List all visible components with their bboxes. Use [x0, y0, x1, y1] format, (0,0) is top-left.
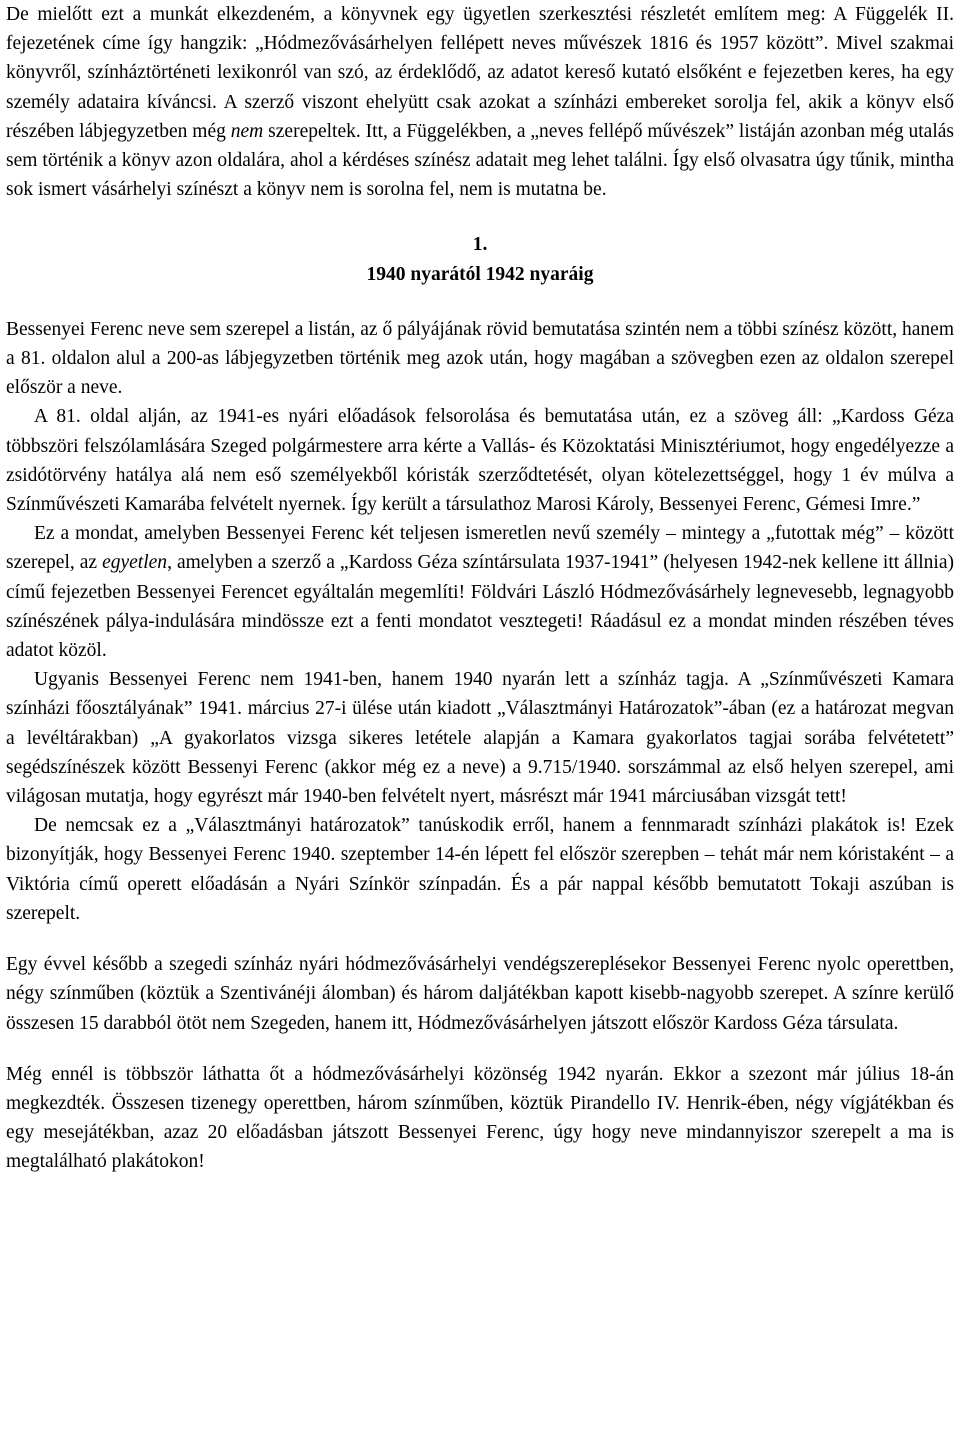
body-paragraph-7: Még ennél is többször láthatta őt a hódmezővásárhelyi közönség 1942 nyarán. Ekkor a szezont már július 18-án megkezdték. Összesen tizenegy operettben, három színműben, köztük Pirandello IV. Henrik-ében, négy vígjátékban és egy mesejátékban, azaz 20 előadásban játszott Bessenyei Ferenc, úgy hogy neve mindannyiszor szerepelt a ma is megtalálható plakátokon!: [6, 1063, 954, 1173]
body-paragraph-2: A 81. oldal alján, az 1941-es nyári előadások felsorolása és bemutatása után, ez a szöveg áll: „Kardoss Géza többszöri felszólamlására Szeged polgármestere arra kérte a Vallás- és Közoktatási Minisztériumot, hogy engedélyezze a zsidótörvény hatálya alá nem eső személyekből kóristák szerződtetését, olyan kötelezettséggel, hogy 1 év múlva a Színművészeti Kamarába felvételt nyernek. Így került a társulathoz Marosi Károly, Bessenyei Ferenc, Gémesi Imre.”: [6, 406, 954, 516]
intro-paragraph: [6, 0, 954, 204]
intro-text-end: szerepeltek. Itt, a Függelékben, a „neves fellépő művészek” listáján azonban még utalás sem történik a könyv azon oldalára, ahol a kérdéses színész adatait meg lehet találni. Így első olvasatra úgy tűnik, mintha sok ismert vásárhelyi színészt a könyv nem is sorolna fel, nem is mutatna be.: [6, 120, 954, 201]
body-paragraph-1: Bessenyei Ferenc neve sem szerepel a listán, az ő pályájának rövid bemutatása szintén nem a többi színész között, hanem a 81. oldalon alul a 200-as lábjegyzetben történik meg azok után, hogy magában a szövegben ezen az oldalon szerepel először a neve.: [6, 318, 954, 399]
body-paragraph-3: [6, 519, 954, 665]
body-paragraph-4: Ugyanis Bessenyei Ferenc nem 1941-ben, hanem 1940 nyarán lett a színház tagja. A „Színművészeti Kamara színházi főosztályának” 1941. március 27-i ülése után kiadott „Választmányi Határozatok”-ában (ez a határozat megvan a levéltárakban) „A gyakorlatos vizsga sikeres letétele alapján a Kamara gyakorlatos tagjai sorába felvétetett” segédszínészek között Bessenyi Ferenc (akkor még ez a neve) a 9.715/1940. sorszámmal az első helyen szerepel, ami világosan mutatja, hogy egyrészt már 1940-ben felvételt nyert, másrészt már 1941 márciusában vizsgát tett!: [6, 669, 954, 808]
body-paragraph-5: De nemcsak ez a „Választmányi határozatok” tanúskodik erről, hanem a fennmaradt színházi plakátok is! Ezek bizonyítják, hogy Bessenyei Ferenc 1940. szeptember 14-én lépett fel először szerepben – tehát már nem kóristaként – a Viktória című operett előadásán a Nyári Színkör színpadán. És a pár nappal később bemutatott Tokaji aszúban is szerepelt.: [6, 815, 954, 924]
section-title: 1940 nyarától 1942 nyaráig: [366, 263, 594, 285]
p3-emphasis: egyetlen: [102, 552, 168, 574]
p3-text-end: , amelyben a szerző a „Kardoss Géza színtársulata 1937-1941” (helyesen 1942-nek kellene itt állnia) című fejezetben Bessenyei Ferencet egyáltalán megemlíti! Földvári László Hódmezővásárhely legnevesebb, legnagyobb színészének pálya-indulására mindössze ezt a fenti mondatot vesztegeti! Ráadásul ez a mondat minden részében téves adatot közöl.: [6, 552, 954, 662]
section-number: 1.: [472, 234, 488, 256]
body-paragraph-6: Egy évvel később a szegedi színház nyári hódmezővásárhelyi vendégszereplésekor Bessenyei Ferenc nyolc operettben, négy színműben (köztük a Szentivánéji álomban) és három daljátékban kapott kisebb-nagyobb szerepet. A színre kerülő összesen 15 darabból ötöt nem Szegeden, hanem itt, Hódmezővásárhelyen játszott először Kardoss Géza társulata.: [6, 954, 954, 1034]
p3-text: Ez a mondat, amelyben Bessenyei Ferenc két teljesen ismeretlen nevű személy – mintegy a „futottak még” – között szerepel, az: [6, 523, 954, 574]
intro-emphasis: nem: [230, 120, 264, 142]
intro-text: De mielőtt ezt a munkát elkezdeném, a könyvnek egy ügyetlen szerkesztési részletét említem meg: A Függelék II. fejezetének címe így hangzik: „Hódmezővásárhelyen fellépett neves művészek 1816 és 1957 között”. Mivel szakmai könyvről, színháztörténeti lexikonról van szó, az érdeklődő, az adatot kereső kutató elsőként e fejezetben keres, ha egy személy adataira kíváncsi. A szerző viszont ehelyütt csak azokat a színházi embereket sorolja fel, akik a könyv első részében lábjegyzetben még: [6, 4, 954, 142]
